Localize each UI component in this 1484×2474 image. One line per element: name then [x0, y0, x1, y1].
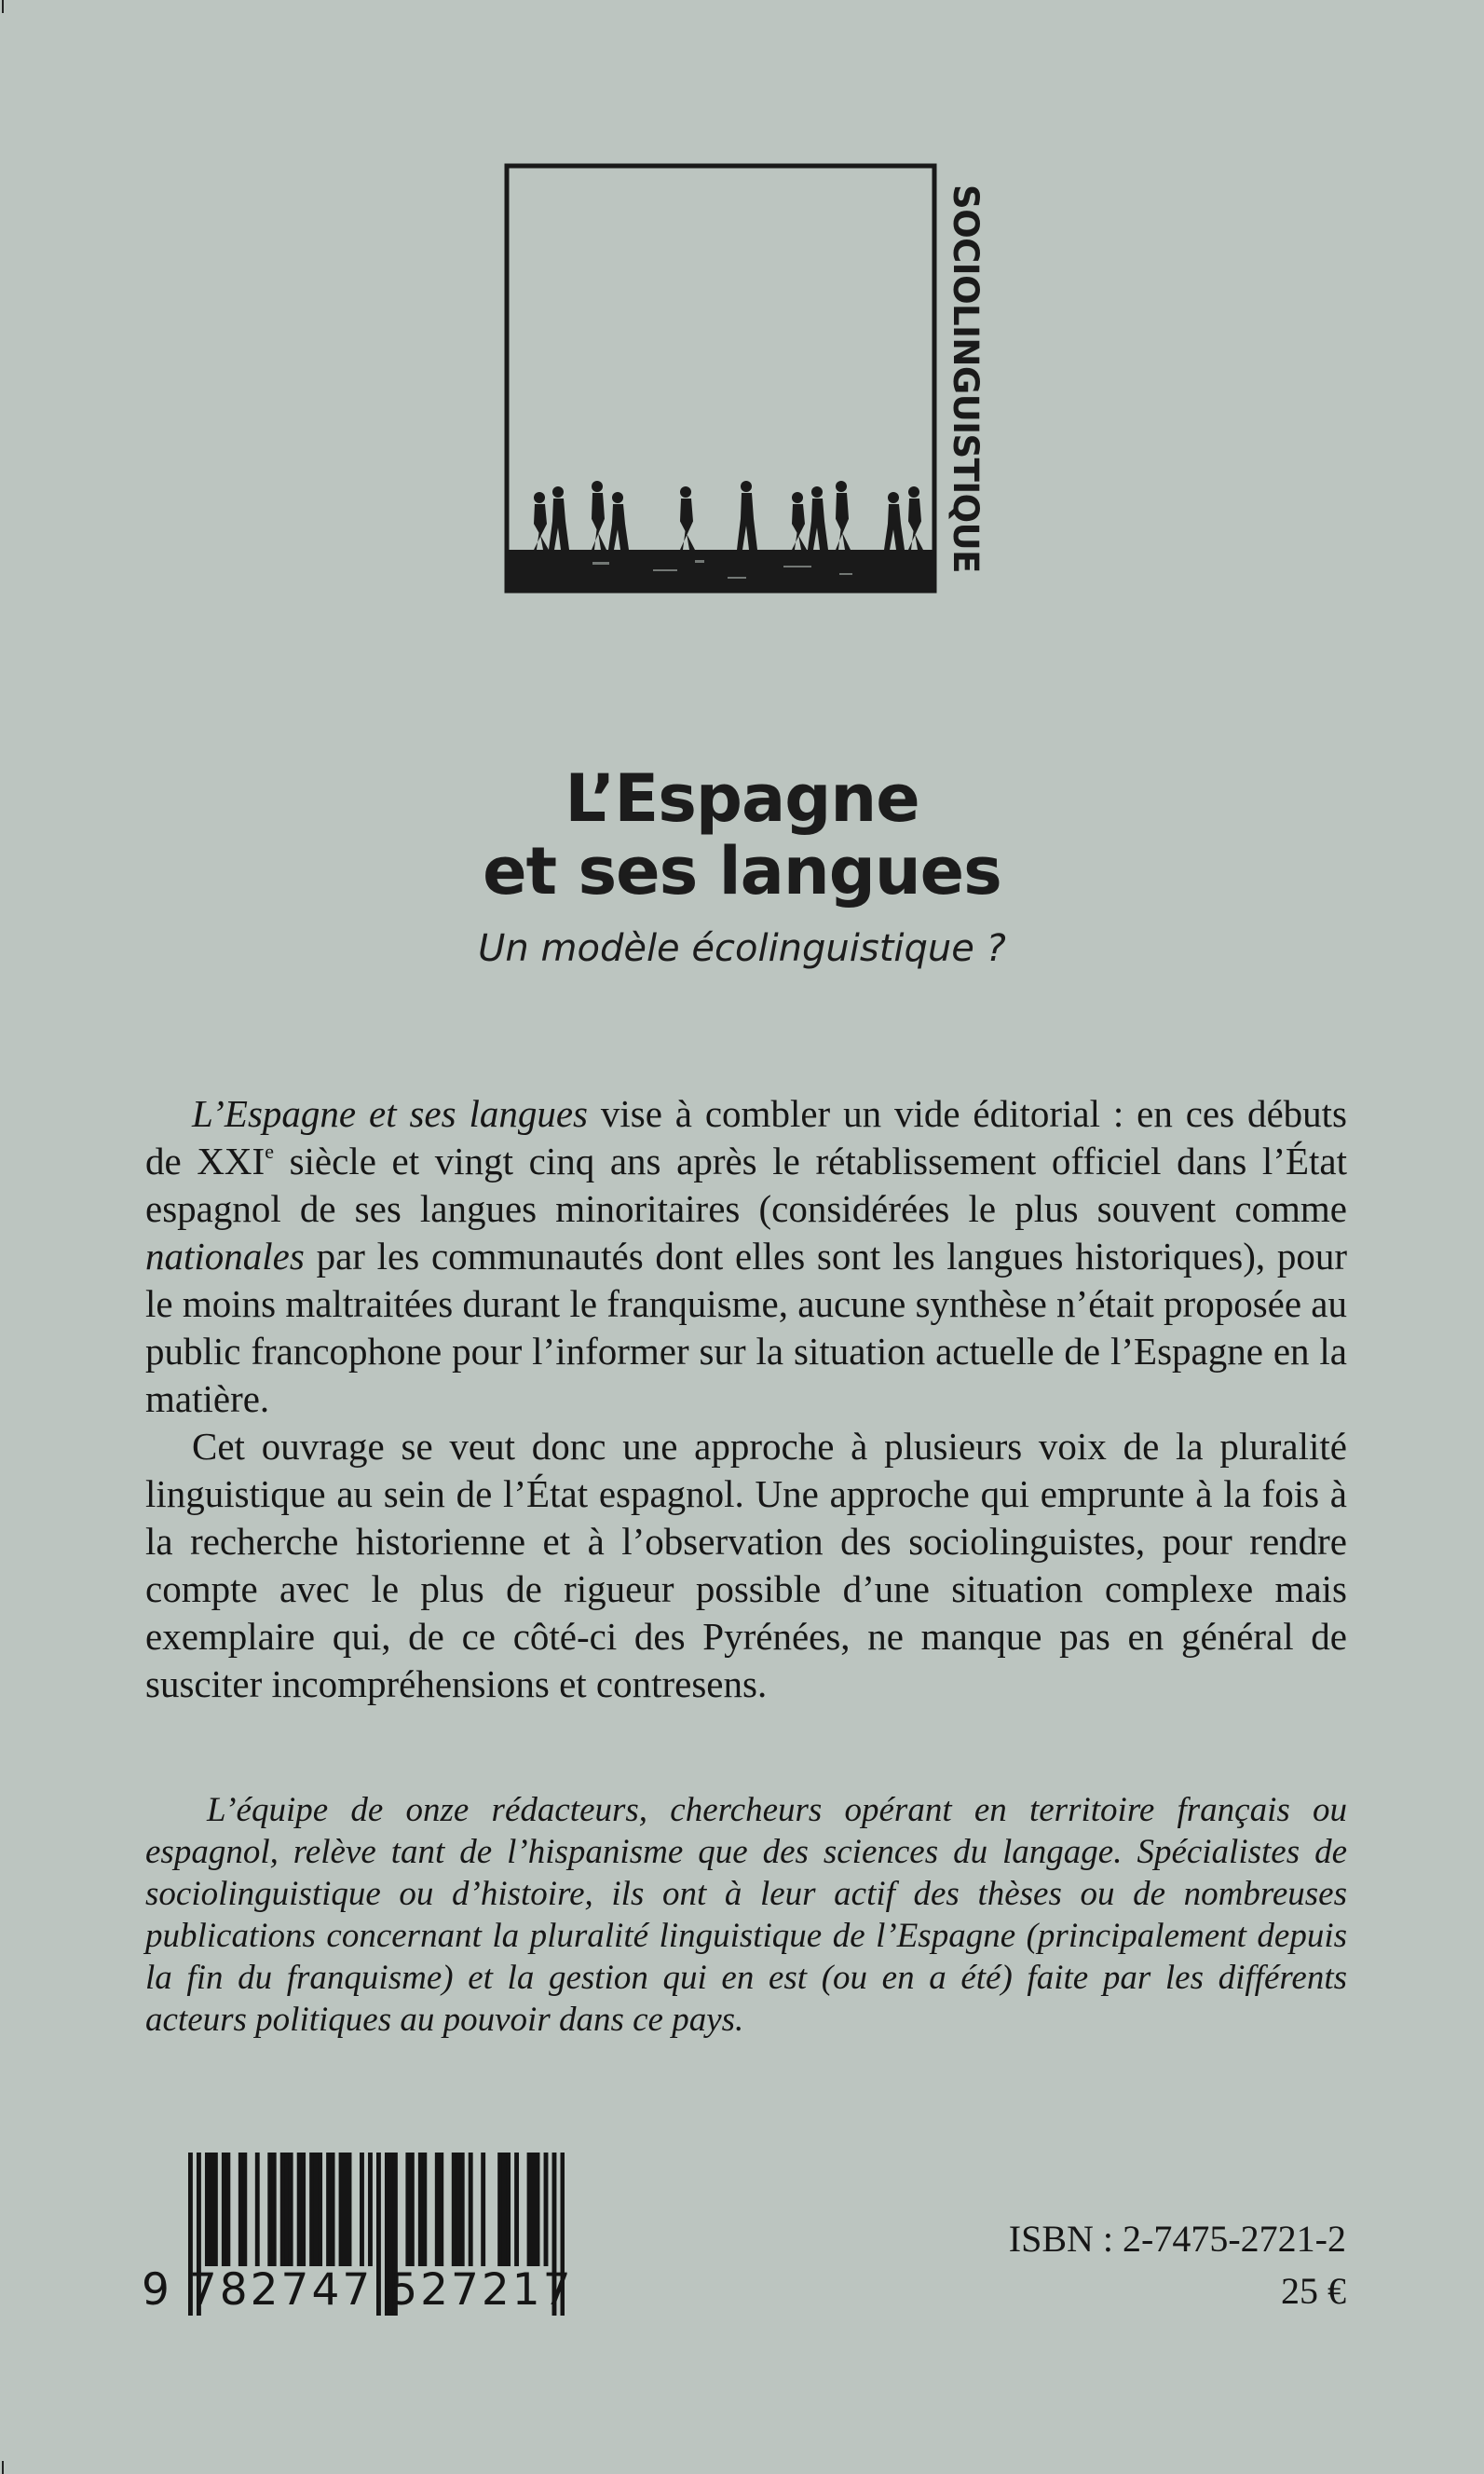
barcode-bar: [209, 2153, 213, 2266]
walker-head: [534, 492, 545, 503]
barcode-bar: [343, 2153, 347, 2266]
walker-head: [811, 486, 823, 498]
walker-head: [741, 481, 752, 492]
walker-head: [612, 492, 623, 503]
barcode-bar: [225, 2153, 230, 2266]
barcode-digits: 9 782747 527217: [142, 2264, 574, 2316]
barcode-bar: [280, 2153, 285, 2266]
book-title: [0, 762, 1484, 908]
barcode-bar: [222, 2153, 226, 2266]
walker-silhouette: [792, 504, 807, 550]
barcode-bar: [242, 2153, 247, 2266]
barcode-bar: [309, 2153, 314, 2266]
walker-silhouette: [534, 504, 549, 550]
barcode-bar: [289, 2153, 293, 2266]
barcode-bar: [368, 2153, 373, 2266]
walker-silhouette: [808, 499, 828, 550]
walker-silhouette: [549, 499, 569, 550]
barcode-bar: [318, 2153, 322, 2266]
crop-mark-top: [2, 0, 4, 13]
walker-head: [552, 486, 564, 498]
book-title-line2: et ses langues: [483, 833, 1001, 909]
barcode-bar: [531, 2153, 536, 2266]
walker-silhouette: [836, 493, 851, 550]
barcode-bar: [405, 2153, 410, 2266]
description-paragraph-1: L’Espagne et ses langues vise à combler un vide éditorial : en ces débuts de XXIe siècle et vingt cinq ans après le rétablissement officiel dans l’État espagnol de ses langues minoritaires (considérées le plus souvent comme nationales par les communautés dont elles sont les langues historiques), pour le moins maltraitées durant le franquisme, aucune synthèse n’était proposée au public francophone pour l’informer sur la situation actuelle de l’Espagne en la matière.: [145, 1092, 1347, 1420]
barcode-bar: [502, 2153, 507, 2266]
barcode-bar: [460, 2153, 465, 2266]
barcode-bar: [213, 2153, 218, 2266]
walker-silhouette: [908, 499, 923, 550]
barcode-bar: [255, 2153, 260, 2266]
barcode-bar: [452, 2153, 456, 2266]
back-cover-description: [145, 1090, 1347, 1708]
walker-silhouette: [737, 493, 757, 550]
walker-head: [888, 492, 899, 503]
barcode: [140, 2153, 578, 2325]
barcode-bar: [527, 2153, 532, 2266]
walker-silhouette: [592, 493, 606, 550]
barcode-bar: [410, 2153, 415, 2266]
barcode-bar: [435, 2153, 440, 2266]
barcode-bar: [422, 2153, 427, 2266]
barcode-bar: [284, 2153, 289, 2266]
description-paragraph-2: Cet ouvrage se veut donc une approche à plusieurs voix de la pluralité linguistique au sein de l’État espagnol. Une approche qui emprunte à la fois à la recherche historienne et à l’observation des sociolinguistes, pour rendre compte avec le plus de rigueur possible d’une situation complexe mais exemplaire qui, de ce côté-ci des Pyrénées, ne manque pas en général de susciter incompréhensions et contresens.: [145, 1425, 1347, 1705]
isbn-number: ISBN : 2-7475-2721-2: [1008, 2218, 1346, 2260]
barcode-bar: [301, 2153, 306, 2266]
barcode-bar: [544, 2153, 549, 2266]
barcode-bar: [497, 2153, 502, 2266]
barcode-bar: [506, 2153, 511, 2266]
price: 25 €: [1281, 2270, 1346, 2312]
barcode-bar: [339, 2153, 344, 2266]
barcode-bar: [314, 2153, 319, 2266]
barcode-bar: [331, 2153, 335, 2266]
isbn-price-block: [1009, 2213, 1346, 2317]
barcode-bar: [347, 2153, 352, 2266]
barcode-bar: [418, 2153, 423, 2266]
walker-silhouette: [884, 504, 905, 550]
authors-note: [145, 1789, 1347, 2041]
crop-mark-bottom: [2, 2461, 4, 2474]
walker-head: [792, 492, 803, 503]
walker-head: [680, 486, 691, 498]
series-label-text: SOCIOLINGUISTIQUE: [945, 184, 986, 573]
barcode-bar: [481, 2153, 485, 2266]
book-title-line1: L’Espagne: [565, 760, 919, 837]
walker-head: [836, 481, 847, 492]
title-italic: L’Espagne et ses langues: [192, 1092, 588, 1135]
barcode-bar: [456, 2153, 460, 2266]
walker-silhouette: [608, 504, 629, 550]
barcode-bar: [205, 2153, 210, 2266]
walker-head: [908, 486, 919, 498]
book-subtitle: Un modèle écolinguistique ?: [478, 927, 1006, 970]
series-label: [936, 163, 994, 594]
barcode-bar: [536, 2153, 540, 2266]
barcode-bar: [238, 2153, 243, 2266]
walker-head: [592, 481, 603, 492]
barcode-bar: [297, 2153, 302, 2266]
barcode-bar: [469, 2153, 473, 2266]
barcode-bar: [514, 2153, 519, 2266]
walker-silhouette: [680, 499, 695, 550]
barcode-bar: [267, 2153, 272, 2266]
barcode-bar: [439, 2153, 443, 2266]
barcode-bar: [326, 2153, 331, 2266]
authors-note-text: L’équipe de onze rédacteurs, chercheurs opérant en territoire français ou espagnol, relève tant de l’hispanisme que des sciences du langage. Spécialistes de sociolinguistique ou d’histoire, ils ont à leur actif des thèses ou de nombreuses publications concernant la pluralité linguistique de l’Espagne (principalement depuis la fin du franquisme) et la gestion qui en est (ou en a été) faite par les différents acteurs politiques au pouvoir dans ce pays.: [145, 1791, 1347, 2039]
series-logo-illustration: [504, 163, 937, 594]
barcode-bar: [360, 2153, 364, 2266]
barcode-bar: [272, 2153, 277, 2266]
